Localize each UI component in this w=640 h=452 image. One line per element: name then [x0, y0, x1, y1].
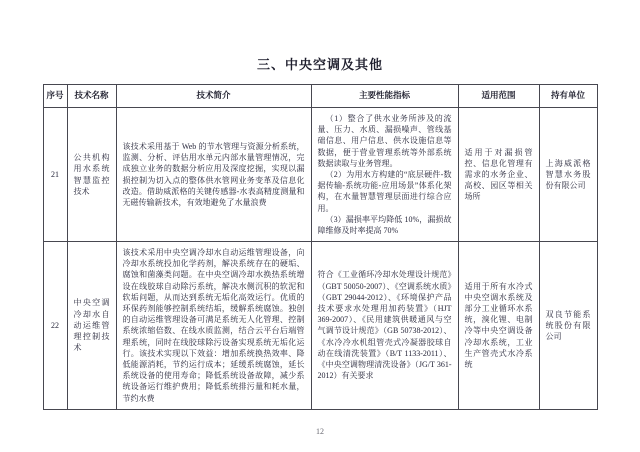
header-cell-tech-name: 技术名称 — [67, 85, 116, 108]
header-cell-index: 序号 — [43, 85, 67, 108]
technology-table — [43, 84, 598, 410]
indicator-item: 符合《工业循环冷却水处理设计规范》（GBT 50050-2007）、《空调系统水质》（GBT 29044-2012）、《环境保护产品技术要求水处理用加药装置》（HJT 369-2007）、《民用建筑供暖通风与空气调节设计规范》（GB 50738-2012）、《水冷冷水机组管壳式冷凝器胶球自动在线清洗装置》（B/T 1133-2011）、《中央空调物理清洗设备》（JG/T 361-2012）有关要求 — [317, 270, 452, 381]
row-number-cell: 22 — [43, 242, 67, 410]
indicator-item: （2）为用水方构建的“底层硬件-数据传输-系统功能-应用场景”体系化架构，在水量智慧管理层面进行综合应用。 — [317, 169, 452, 213]
tech-name-cell: 公共机构用水系统智慧监控技术 — [67, 108, 116, 242]
performance-cell — [311, 108, 458, 242]
header-cell-performance: 主要性能指标 — [311, 85, 458, 108]
tech-intro-cell — [116, 108, 311, 242]
indicator-item: （3）漏损率平均降低 10%，漏损故障维修及时率提高 70% — [317, 214, 452, 235]
holder-cell: 双良节能系统股份有限公司 — [539, 242, 597, 410]
header-cell-tech-intro: 技术简介 — [116, 85, 311, 108]
intro-paragraph: 该技术采用基于 Web 的节水管理与资源分析系统，监测、分析、评估用水单元内部水量管理情况，完成独立业务的数据分析应用及深度挖掘，实现以漏损控制为切入点的整体供水管网业务变革及信息化改造。借助威派格的关键传感器-水表高精度测量和无磁传输新技术，有效地避免了水量浪费 — [122, 141, 305, 207]
header-cell-scope: 适用范围 — [458, 85, 539, 108]
header-cell-holder: 持有单位 — [539, 85, 597, 108]
tech-intro-cell — [116, 242, 311, 410]
table-row — [43, 108, 597, 242]
intro-paragraph: 该技术采用中央空调冷却水自动运维管理设备，向冷却水系统投加化学药剂，解决系统存在的硬垢、腐蚀和菌藻类问题。在中央空调冷却水换热系统增设在线胶球自动除污系统，解决水侧沉积的软泥和软垢问题，从而达到系统无垢化高效运行。优质的环保药剂能够控制系统结垢，缓解系统腐蚀。独创的自动运维管理设备可满足系统无人化管理、控制系统浓缩倍数、在线水质监测，结合云平台后端管理系统，同时在线胶球除污设备实现系统无垢化运行。该技术实现以下效益：增加系统换热效率、降低能源消耗，节约运行成本；延缓系统腐蚀，延长系统设备的使用寿命；降低系统设备故障，减少系统设备运行维护费用；降低系统排污量和耗水量，节约水费 — [122, 248, 305, 403]
table-row — [43, 242, 597, 410]
performance-cell — [311, 242, 458, 410]
page-number: 12 — [316, 427, 324, 436]
indicator-item: （1）整合了供水业务所涉及的流量、压力、水质、漏损噪声、管线基础信息、用户信息、供水设施信息等数据，便于营业管理系统等外部系统数据读取与业务管理。 — [317, 114, 452, 168]
holder-cell: 上海威派格智慧水务股份有限公司 — [539, 108, 597, 242]
row-number-cell: 21 — [43, 108, 67, 242]
tech-name-cell: 中央空调冷却水自动运维管理控制技术 — [67, 242, 116, 410]
scope-cell: 适用于对漏损管控、信息化管理有需求的水务企业、高校、园区等相关场所 — [458, 108, 539, 242]
table-header-row — [43, 85, 597, 108]
scope-cell: 适用于所有水冷式中央空调水系统及部分工业循环水系统，溴化锂、电制冷等中央空调设备冷却水系统，工业生产管壳式水冷系统 — [458, 242, 539, 410]
page-title: 三、中央空调及其他 — [256, 57, 383, 72]
